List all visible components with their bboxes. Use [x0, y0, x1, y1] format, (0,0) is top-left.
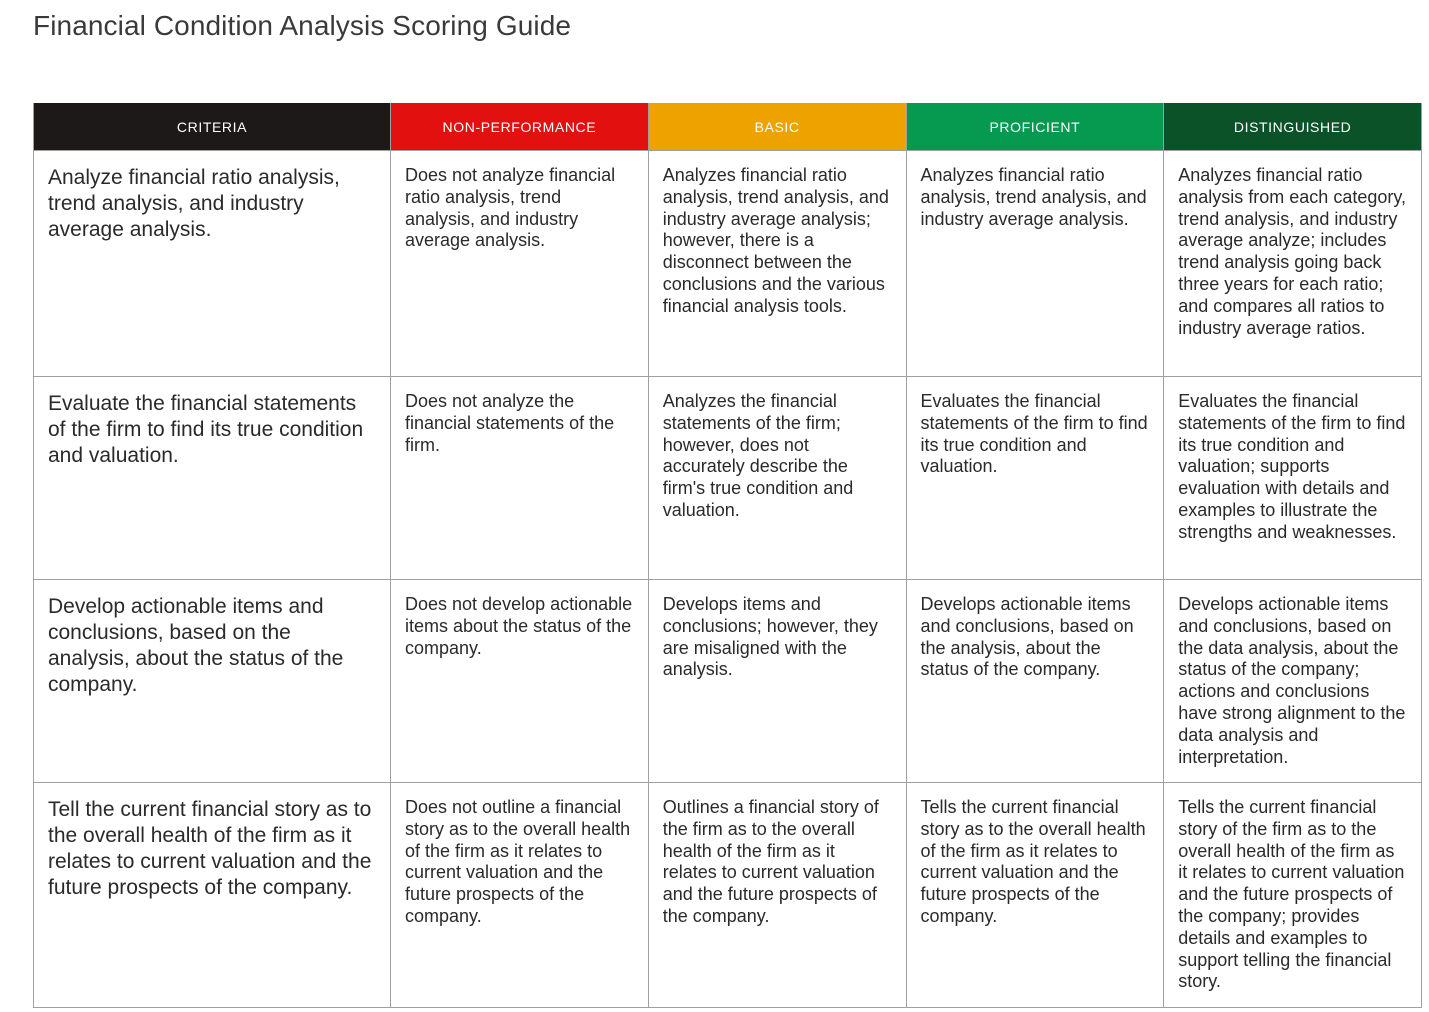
basic-cell: Develops items and conclusions; however, they are misaligned with the analysis. [648, 580, 906, 783]
proficient-cell: Develops actionable items and conclusions, based on the analysis, about the status of the company. [906, 580, 1164, 783]
header-distinguished: DISTINGUISHED [1164, 103, 1422, 151]
header-basic: BASIC [648, 103, 906, 151]
criteria-cell: Develop actionable items and conclusions, based on the analysis, about the status of the company. [34, 580, 391, 783]
non-performance-cell: Does not analyze the financial statements of the firm. [391, 377, 649, 580]
criteria-cell: Analyze financial ratio analysis, trend analysis, and industry average analysis. [34, 151, 391, 377]
distinguished-cell: Evaluates the financial statements of the firm to find its true condition and valuation; supports evaluation with details and examples to illustrate the strengths and weaknesses. [1164, 377, 1422, 580]
basic-cell: Analyzes the financial statements of the firm; however, does not accurately describe the firm's true condition and valuation. [648, 377, 906, 580]
distinguished-cell: Tells the current financial story of the firm as to the overall health of the firm as it relates to current valuation and the future prospects of the company; provides details and examples to support telling the financial story. [1164, 783, 1422, 1008]
table-row [34, 783, 1422, 1008]
basic-cell: Analyzes financial ratio analysis, trend analysis, and industry average analysis; however, there is a disconnect between the conclusions and the various financial analysis tools. [648, 151, 906, 377]
proficient-cell: Analyzes financial ratio analysis, trend analysis, and industry average analysis. [906, 151, 1164, 377]
non-performance-cell: Does not outline a financial story as to the overall health of the firm as it relates to current valuation and the future prospects of the company. [391, 783, 649, 1008]
table-row [34, 377, 1422, 580]
table-row [34, 580, 1422, 783]
scoring-guide-table [33, 103, 1422, 1008]
non-performance-cell: Does not analyze financial ratio analysis, trend analysis, and industry average analysis. [391, 151, 649, 377]
page-title: Financial Condition Analysis Scoring Guide [33, 10, 572, 41]
basic-cell: Outlines a financial story of the firm as to the overall health of the firm as it relates to current valuation and the future prospects of the company. [648, 783, 906, 1008]
criteria-cell: Tell the current financial story as to the overall health of the firm as it relates to current valuation and the future prospects of the company. [34, 783, 391, 1008]
header-criteria: CRITERIA [34, 103, 391, 151]
header-non-performance: NON-PERFORMANCE [391, 103, 649, 151]
proficient-cell: Evaluates the financial statements of the firm to find its true condition and valuation. [906, 377, 1164, 580]
table-row [34, 151, 1422, 377]
criteria-cell: Evaluate the financial statements of the firm to find its true condition and valuation. [34, 377, 391, 580]
proficient-cell: Tells the current financial story as to the overall health of the firm as it relates to current valuation and the future prospects of the company. [906, 783, 1164, 1008]
non-performance-cell: Does not develop actionable items about the status of the company. [391, 580, 649, 783]
header-proficient: PROFICIENT [906, 103, 1164, 151]
distinguished-cell: Develops actionable items and conclusions, based on the data analysis, about the status of the company; actions and conclusions have strong alignment to the data analysis and interpretation. [1164, 580, 1422, 783]
header-row [34, 103, 1422, 151]
distinguished-cell: Analyzes financial ratio analysis from each category, trend analysis, and industry average analyze; includes trend analysis going back three years for each ratio; and compares all ratios to industry average ratios. [1164, 151, 1422, 377]
